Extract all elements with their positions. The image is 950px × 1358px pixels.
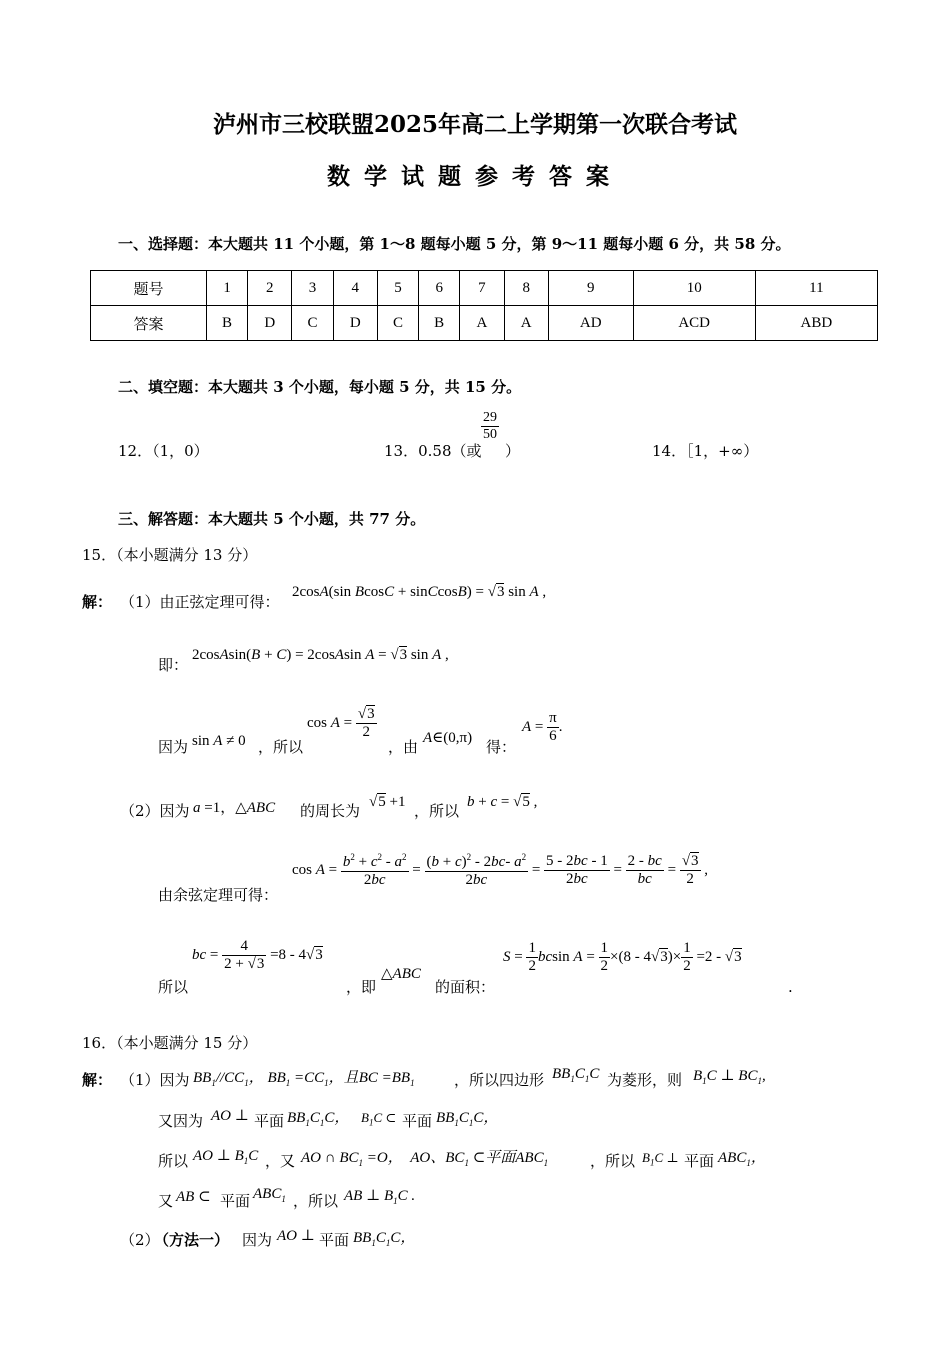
q15-A-value: A = $\frac{\pi}{6}$ . [522,710,563,745]
row-label-question: 题号 [91,271,207,306]
answer-14: 14．［1，+∞） [652,442,759,460]
q16-p2-text: 因为 [242,1231,273,1249]
page-title: 泸州市三校联盟2025年高二上学期第一次联合考试 [212,111,737,138]
q15-sinA-neq0: sin A ≠ 0 [192,733,246,749]
q15-cos-label: 由余弦定理可得： [158,886,279,904]
fraction-numerator: 29 [481,410,499,427]
answer-cell: ABD [755,306,877,341]
page-subtitle: 数学试题参考答案 [327,163,623,190]
q16-suoyi-c: ，所以 [293,1192,339,1210]
q15-suoyi2: ，所以 [414,802,460,820]
q16-plane5-name: $BB_1C_1C$， [353,1230,416,1248]
q15-de: 得： [486,738,517,756]
q16-rhombus-end: 为菱形，则 [607,1071,683,1089]
q16-plane3: 平面 [684,1152,715,1170]
question-number: 7 [460,271,504,306]
q16-intersection: AO ∩ $BC_1 =O$， AO、$BC_1$ ⊂平面$ABC_1$ [301,1150,549,1168]
answer-13 [384,440,482,461]
q15-ji2: ，即 [346,978,377,996]
q15-b-plus-c: b + c = √5 , [467,794,538,810]
fraction-denominator: 50 [483,427,497,443]
q16-you: ，又 [265,1152,296,1170]
q15-ji: 即： [158,656,189,674]
q15-area-eq: S = $\frac{1}{2}$ bcsin A = $\frac{1}{2}$ ×(8 - 4√3)× $\frac{1}{2}$ =2 - √3 [503,940,742,975]
q16-AB-subset: AB ⊂ [176,1189,211,1205]
q16-B1C-subset: $B_1C$ ⊂ [361,1110,397,1128]
q16-AB-perp: AB ⊥ $B_1C$ . [344,1188,416,1206]
question-number: 8 [504,271,548,306]
q16-plane2-name: $BB_1C_1C$， [436,1110,499,1128]
q15-p1-label: （1）由正弦定理可得： [120,593,280,611]
answer-cell: B [206,306,247,341]
q16-rhombus-text: ，所以四边形 [454,1071,545,1089]
question-number: 4 [333,271,377,306]
q16-title: 16．（本小题满分 15 分） [82,1034,258,1052]
q16-AO-perp-B1C: AO ⊥ $B_1C$ [193,1148,259,1166]
q16-quad: $BB_1C_1C$ [552,1066,600,1084]
question-number: 5 [377,271,418,306]
q16-suoyi-b: ，所以 [590,1152,636,1170]
q16-plane2: 平面 [402,1112,433,1130]
q16-also: 又因为 [158,1112,204,1130]
q15-cosA-eq: cos A = $\frac{√3}{2}$ [307,706,375,741]
table-row-questions [91,271,878,306]
q15-eq2: 2cosAsin(B + C) = 2cosAsin A = √3 sin A , [192,647,449,663]
q15-perimeter-text: 的周长为 [300,802,361,820]
q15-area-text: 的面积： [435,978,496,996]
answer-cell: AD [548,306,633,341]
q16-suoyi: 所以 [158,1152,189,1170]
answer-13-prefix: 13．0.58（或 [384,442,482,460]
answer-13-fraction [481,410,499,443]
q16-AO-perp: AO ⊥ [211,1108,249,1124]
q16-plane1-name: $BB_1C_1C$， [287,1110,350,1128]
q16-cond1: $BB_1//CC_1$， $BB_1 =CC_1$，且BC $=BB_1$ [193,1070,415,1088]
answer-cell: A [504,306,548,341]
q16-plane1: 平面 [254,1112,285,1130]
q15-bc-value: bc = $\frac{4}{2 + √3}$ =8 - 4√3 [192,938,323,973]
q15-title: 15．（本小题满分 13 分） [82,546,258,564]
q16-plane4-name: $ABC_1$ [253,1186,286,1204]
q15-a-eq1: a =1，△ABC [193,800,276,816]
table-row-answers [91,306,878,341]
q15-suoyi3: 所以 [158,978,189,996]
q15-cos-derivation: cos A = $\frac{b^2 + c^2 - a^2}{2bc}$ = $\frac{(b + c)^2 - 2bc- a^2}{2bc}$ = $\frac{5 - 2bc - 1}{2bc}$ = $\frac{2 - bc}{bc}$ = $\frac{√3}{2}$ , [292,852,709,889]
q16-B1C-perp: $B_1C$ ⊥ [642,1150,679,1168]
question-number: 6 [419,271,460,306]
q16-plane5: 平面 [319,1231,350,1249]
q16-p1-label: （1）因为 [120,1071,190,1089]
question-number: 10 [633,271,755,306]
answer-cell: D [333,306,377,341]
q15-you: ，由 [388,738,419,756]
row-label-answer: 答案 [91,306,207,341]
section1-heading: 一、选择题：本大题共 11 个小题，第 1～8 题每小题 5 分，第 9～11 题每小题 6 分，共 58 分。 [118,235,791,253]
q16-plane3-name: $ABC_1$， [718,1150,766,1168]
q15-jie: 解： [82,593,113,611]
question-number: 1 [206,271,247,306]
q15-triangle: △ABC [381,966,421,982]
section2-heading: 二、填空题：本大题共 3 个小题，每小题 5 分，共 15 分。 [118,378,522,396]
answer-cell: D [248,306,292,341]
q15-suoyi: ，所以 [258,738,304,756]
q15-period: . [788,978,793,996]
question-number: 11 [755,271,877,306]
answer-13-suffix: ） [505,442,521,460]
answer-cell: ACD [633,306,755,341]
q15-yinwei: 因为 [158,738,189,756]
answer-cell: A [460,306,504,341]
q15-eq1: 2cosA(sin BcosC + sinCcosB) = √3 sin A , [292,584,547,600]
answer-cell: C [292,306,333,341]
q16-AO-perp2: AO ⊥ [277,1228,315,1244]
q15-perimeter-value: √5 +1 [369,794,406,810]
q16-jie: 解： [82,1071,113,1089]
question-number: 3 [292,271,333,306]
answer-cell: B [419,306,460,341]
question-number: 2 [248,271,292,306]
q15-p2-label: （2）因为 [120,802,190,820]
q16-p2-label: （2） [120,1231,160,1249]
q16-method1: （方法一） [154,1231,230,1249]
q15-A-range: A∈(0,π) [423,730,473,746]
section3-heading: 三、解答题：本大题共 5 个小题，共 77 分。 [118,510,426,528]
question-number: 9 [548,271,633,306]
q16-you2: 又 [158,1192,174,1210]
answer-cell: C [377,306,418,341]
q16-perp1: $B_1C$ ⊥ $BC_1$, [693,1068,766,1086]
q16-plane4: 平面 [220,1192,251,1210]
answer-12: 12．（1，0） [118,442,209,460]
answer-table [90,270,878,341]
